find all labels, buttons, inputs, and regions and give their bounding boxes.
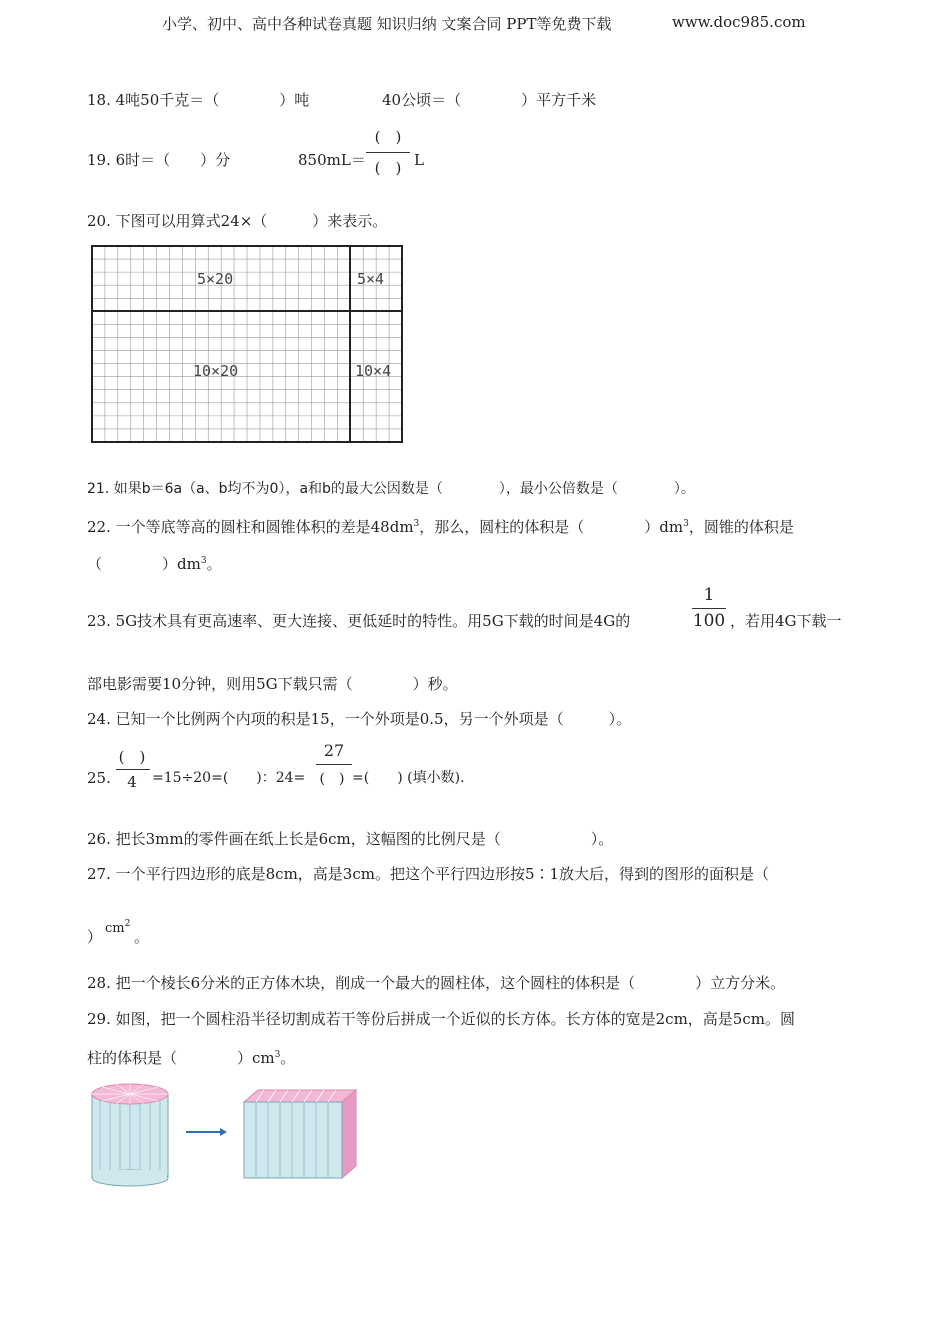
q18-part-b: 40公顷＝（ ）平方千米 (382, 91, 597, 109)
grid-label-5x20: 5×20 (197, 270, 234, 288)
q18-part-a: 18. 4吨50千克＝（ ）吨 (87, 91, 310, 109)
q19-frac-top: ( ) (374, 128, 402, 146)
q23-line1-a: 23. 5G技术具有更高速率、更大连接、更低延时的特性。用5G下载的时间是4G的 (87, 612, 631, 630)
q27-close-paren: ） (87, 928, 103, 946)
q22-line1 (87, 514, 794, 537)
q25-frac2-bar (316, 764, 352, 765)
q23-frac-top: 1 (703, 585, 715, 605)
q22-line1-c: ，圆锥的体积是 (688, 518, 794, 536)
q28-text: 28. 把一个棱长6分米的正方体木块，削成一个最大的圆柱体，这个圆柱的体积是（ ）立方分米。 (87, 974, 786, 992)
q25-middle: =15÷20=( )：24= (152, 770, 306, 786)
cylinder-illustration (92, 1084, 168, 1186)
q29-figure (86, 1080, 366, 1190)
q25-frac2-bottom: ( ) (319, 771, 345, 787)
q25-end: =( ) (填小数). (352, 770, 465, 786)
q19-frac-bottom: ( ) (374, 159, 402, 177)
grid-label-10x20: 10×20 (193, 362, 239, 380)
cuboid-illustration (244, 1090, 356, 1178)
q27-unit-text: cm (105, 921, 125, 936)
q29-line1: 29. 如图，把一个圆柱沿半径切割成若干等份后拼成一个近似的长方体。长方体的宽是2cm，高是5cm。圆 (87, 1010, 795, 1028)
q26-text: 26. 把长3mm的零件画在纸上长是6cm，这幅图的比例尺是（ ）。 (87, 830, 614, 848)
q20-text: 20. 下图可以用算式24×（ ）来表示。 (87, 212, 388, 230)
q25-frac1-bottom: 4 (127, 773, 137, 791)
q19-unit: L (414, 151, 424, 169)
q19-part-b: 850mL＝ (298, 151, 366, 169)
arrow-right-icon (186, 1128, 227, 1136)
header-url[interactable]: www.doc985.com (672, 13, 806, 31)
q19-frac-bar (366, 152, 410, 153)
q23-frac-bottom: 100 (692, 611, 726, 631)
q24-text: 24. 已知一个比例两个内项的积是15，一个外项是0.5，另一个外项是（ ）。 (87, 710, 632, 728)
q25-frac1-top: ( ) (118, 748, 146, 766)
q22-sup-3: 3 (200, 556, 207, 566)
q29-line2-a: 柱的体积是（ ）cm (87, 1049, 275, 1067)
q25-frac1-bar (116, 769, 150, 770)
q22-sup-2: 3 (683, 519, 689, 529)
q19-part-a: 19. 6时＝（ ）分 (87, 151, 231, 169)
q25-number: 25. (87, 769, 111, 787)
q25-frac2-top: 27 (323, 741, 345, 760)
header-left: 小学、初中、高中各种试卷真题 知识归纳 文案合同 PPT等免费下载 (162, 15, 612, 33)
q22-line2-b: 。 (206, 555, 222, 573)
q22-line2 (87, 551, 222, 574)
q29-sup: 3 (274, 1050, 281, 1060)
q22-line1-b: ，那么，圆柱的体积是（ ）dm (419, 518, 684, 536)
q27-end: 。 (134, 928, 150, 946)
q23-line1-b: ，若用4G下载一 (730, 612, 842, 630)
q22-line2-a: （ ）dm (87, 555, 201, 573)
q23-line2: 部电影需要10分钟，则用5G下载只需（ ）秒。 (87, 675, 458, 693)
q22-line1-a: 22. 一个等底等高的圆柱和圆锥体积的差是48dm (87, 518, 414, 536)
q29-line2 (87, 1045, 295, 1068)
grid-label-10x4: 10×4 (355, 362, 392, 380)
q29-line2-b: 。 (280, 1049, 296, 1067)
q27-sup: 2 (124, 919, 131, 929)
q21-text: 21. 如果b＝6a（a、b均不为0），a和b的最大公因数是（ ），最小公倍数是（ ）。 (87, 481, 695, 497)
q23-frac-bar (692, 608, 726, 609)
q22-sup-1: 3 (413, 519, 420, 529)
grid-label-5x4: 5×4 (357, 270, 385, 288)
q27-unit (105, 914, 130, 939)
q27-line1: 27. 一个平行四边形的底是8cm，高是3cm。把这个平行四边形按5∶1放大后，得到的图形的面积是（ (87, 865, 770, 883)
